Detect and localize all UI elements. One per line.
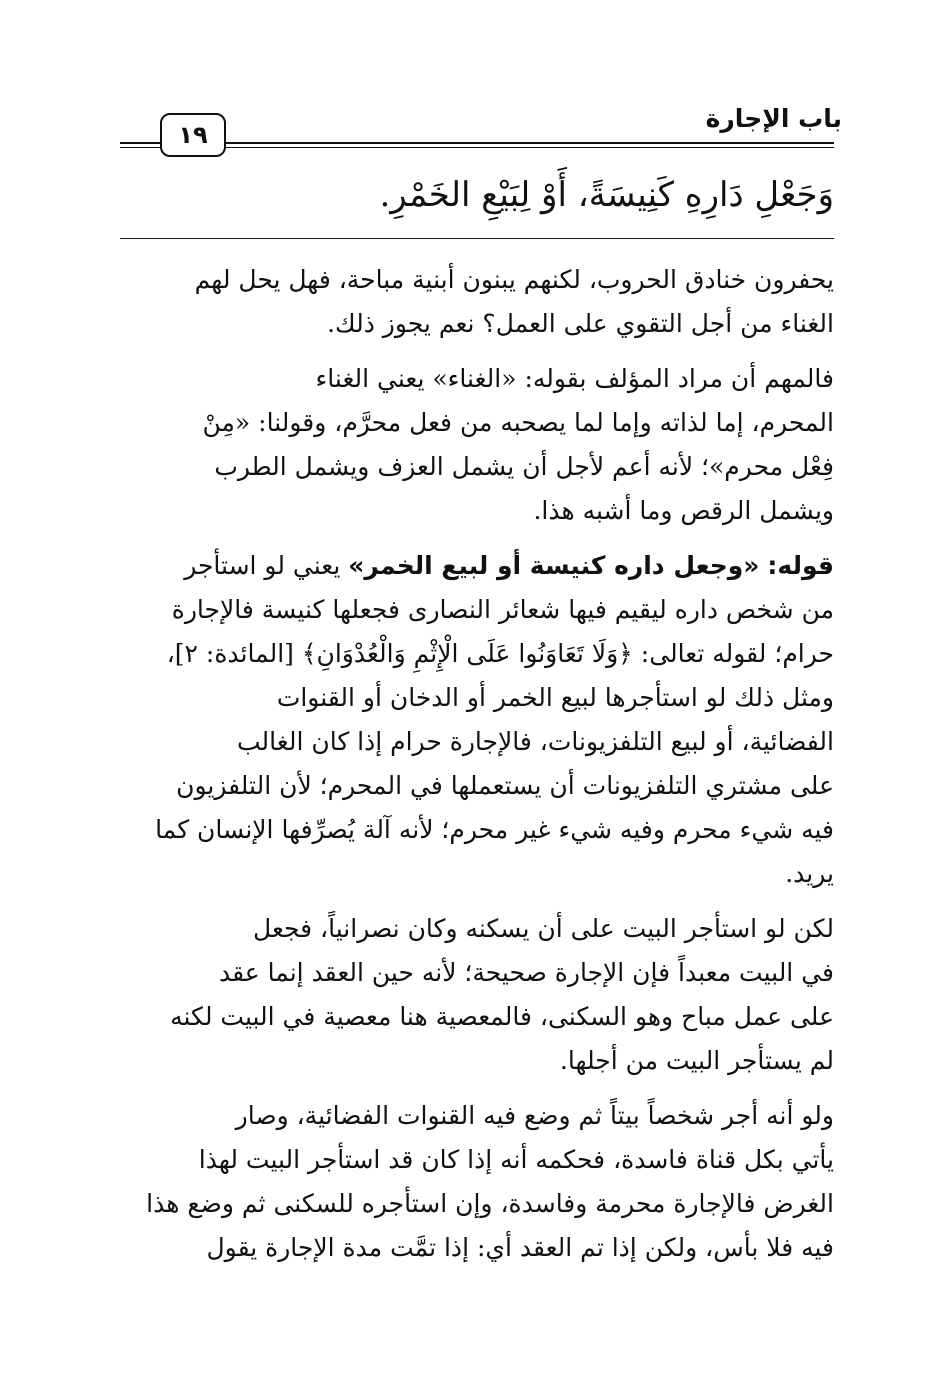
paragraph-1 xyxy=(120,258,834,346)
lead-in-label: قوله: xyxy=(767,551,834,580)
paragraph-3 xyxy=(120,544,834,896)
page-number: ١٩ xyxy=(160,113,226,157)
paragraph-4 xyxy=(120,907,834,1083)
commentary-body xyxy=(120,258,834,1270)
chapter-title: باب الإجارة xyxy=(705,104,842,133)
matn-divider xyxy=(120,238,834,239)
text-line: ويشمل الرقص وما أشبه هذا. xyxy=(533,496,834,525)
text-line: الغناء من أجل التقوي على العمل؟ نعم يجوز ذلك. xyxy=(327,309,834,338)
text-line: فيه فلا بأس، ولكن إذا تم العقد أي: إذا تمَّت مدة الإجارة يقول xyxy=(206,1233,834,1262)
quoted-matn: «وجعل داره كنيسة أو لبيع الخمر» xyxy=(348,551,760,580)
text-line: الفضائية، أو لبيع التلفزيونات، فالإجارة حرام إذا كان الغالب xyxy=(236,727,834,756)
text-line: يحفرون خنادق الحروب، لكنهم يبنون أبنية مباحة، فهل يحل لهم xyxy=(194,265,834,294)
text-line: حرام؛ لقوله تعالى: ﴿وَلَا تَعَاوَنُوا عَلَى الْإِثْمِ وَالْعُدْوَانِ﴾ [المائدة: ٢]، xyxy=(166,639,834,668)
text-line: فالمهم أن مراد المؤلف بقوله: «الغناء» يعني الغناء xyxy=(315,364,834,393)
text-line: يأتي بكل قناة فاسدة، فحكمه أنه إذا كان قد استأجر البيت لهذا xyxy=(198,1145,834,1174)
text-line-first xyxy=(120,544,834,588)
matn-text: وَجَعْلِ دَارِهِ كَنِيسَةً، أَوْ لِبَيْعِ الخَمْرِ. xyxy=(379,175,834,215)
text-line: المحرم، إما لذاته وإما لما يصحبه من فعل محرَّم، وقولنا: «مِنْ xyxy=(202,408,834,437)
text-line: على عمل مباح وهو السكنى، فالمعصية هنا معصية في البيت لكنه xyxy=(170,1002,834,1031)
text-line: الغرض فالإجارة محرمة وفاسدة، وإن استأجره للسكنى ثم وضع هذا xyxy=(146,1189,834,1218)
text-line: لم يستأجر البيت من أجلها. xyxy=(559,1046,834,1075)
text-fragment: يعني لو استأجر xyxy=(184,551,341,580)
paragraph-5 xyxy=(120,1094,834,1270)
text-line: لكن لو استأجر البيت على أن يسكنه وكان نصرانياً، فجعل xyxy=(253,914,834,943)
text-line: من شخص داره ليقيم فيها شعائر النصارى فجعلها كنيسة فالإجارة xyxy=(171,595,834,624)
text-line: يريد. xyxy=(785,859,834,888)
text-line: على مشتري التلفزيونات أن يستعملها في المحرم؛ لأن التلفزيون xyxy=(176,771,834,800)
text-line: في البيت معبداً فإن الإجارة صحيحة؛ لأنه حين العقد إنما عقد xyxy=(219,958,834,987)
text-line: ولو أنه أجر شخصاً بيتاً ثم وضع فيه القنوات الفضائية، وصار xyxy=(235,1101,834,1130)
header-rule xyxy=(120,142,834,148)
text-line: ومثل ذلك لو استأجرها لبيع الخمر أو الدخان أو القنوات xyxy=(276,683,834,712)
text-line: فِعْل محرم»؛ لأنه أعم لأجل أن يشمل العزف ويشمل الطرب xyxy=(214,452,834,481)
text-line: فيه شيء محرم وفيه شيء غير محرم؛ لأنه آلة يُصرِّفها الإنسان كما xyxy=(155,815,834,844)
paragraph-2 xyxy=(120,357,834,533)
